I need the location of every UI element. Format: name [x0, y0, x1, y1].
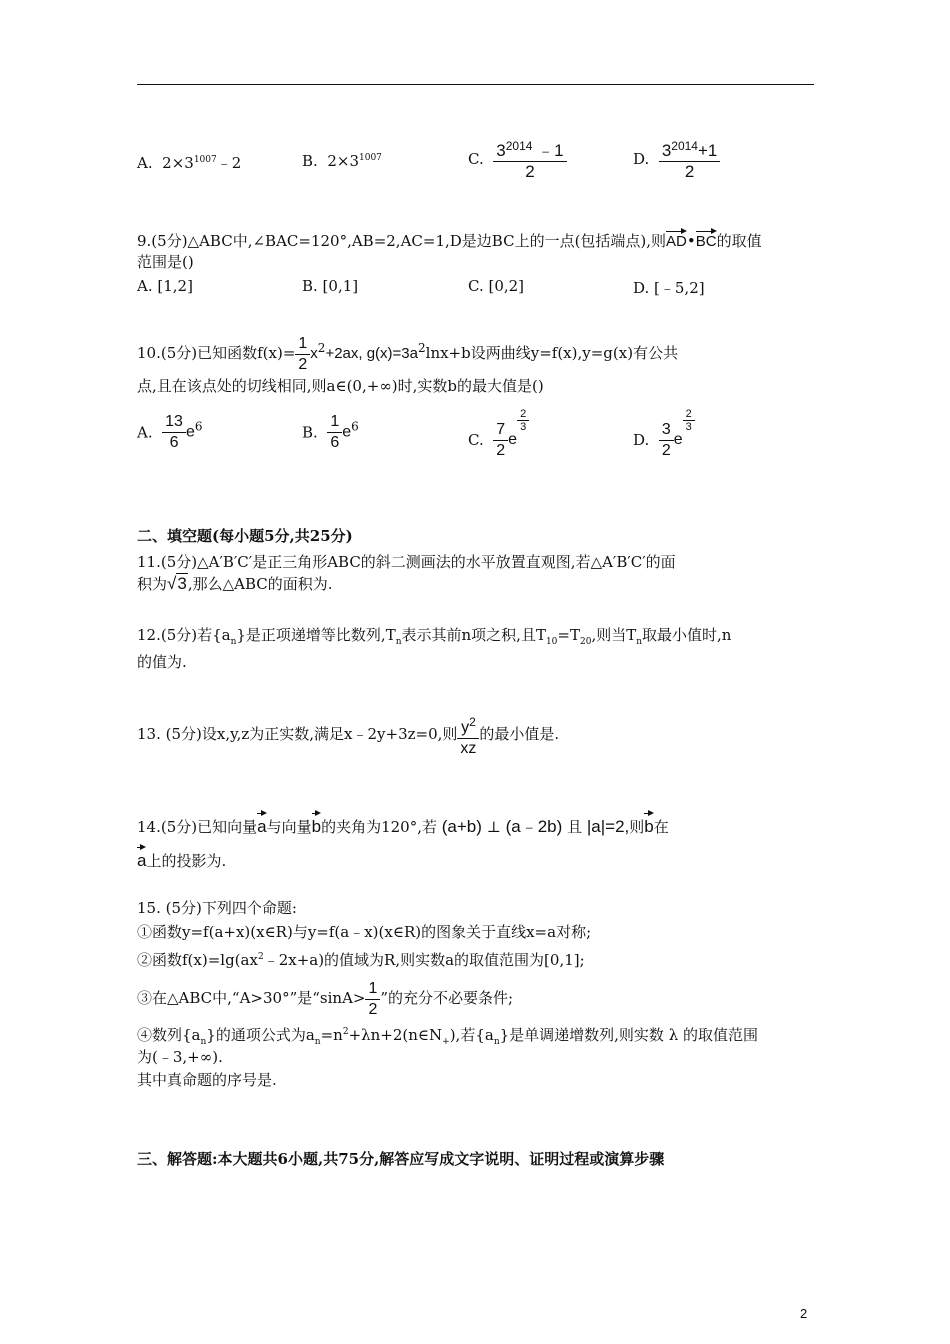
- q13-stem: 13. (5分)设x,y,z为正实数,满足x﹣2y+3z=0,则 $\frac{y^2}{xz}$ 的最小值是.: [137, 706, 559, 762]
- q14-stem-line2: a上的投影为.: [137, 842, 226, 874]
- q8-option-b: B. $2\times 3^{1007}$: [302, 152, 382, 170]
- q11-stem: 11.(5分)△A′B′C′是正三角形ABC的斜二测画法的水平放置直观图,若△A′B′C′的面: [137, 553, 676, 571]
- q10-stem-line2: 点,且在该点处的切线相同,则a∈(0,+∞)时,实数b的最大值是(): [137, 377, 544, 395]
- q10-option-b: B. $\frac{1}{6}$ $e^6$: [302, 413, 359, 451]
- q15-stem: 15. (5分)下列四个命题:: [137, 899, 297, 917]
- q15-item-1: ①函数y=f(a+x)(x∈R)与y=f(a﹣x)(x∈R)的图象关于直线x=a对称;: [137, 923, 592, 941]
- q9-option-d: D. [﹣5,2]: [633, 279, 705, 297]
- q15-final-prompt: 其中真命题的序号是.: [137, 1071, 277, 1089]
- q14-stem: 14.(5分)已知向量a与向量b的夹角为120°,若 (a+b) ⊥ (a﹣2b) 且 |a|=2,则b在: [137, 808, 669, 840]
- q15-item-4-line2: 为(﹣3,+∞).: [137, 1048, 223, 1066]
- q12-stem: 12.(5分)若$\{a_n\}$是正项递增等比数列$,T_n$表示其前n项之积,且$T_{10}=T_{20}$,则当$T_n$取最小值时,n: [137, 626, 732, 647]
- q8-option-a: A. $2\times 3^{1007}﹣2$: [137, 154, 242, 172]
- q9-stem-line2: 范围是(): [137, 253, 194, 271]
- page-number: 2: [800, 1306, 808, 1321]
- q8-option-c: C. $\frac{3^{2014} ﹣1}{2}$: [468, 136, 567, 182]
- q15-item-3: ③在△ABC中,“A>30°”是“sinA> $\frac{1}{2}$ ”的充分不必要条件;: [137, 979, 514, 1018]
- q15-item-4: ④数列$\{a_n\}$的通项公式为$a_n=n^2+\lambda n+2(n\in N_+)$,若$\{a_n\}$是单调递增数列,则实数 λ 的取值范围: [137, 1026, 758, 1047]
- q10-option-d: D. $\frac{3}{2}$ e $\frac{2}{3}$: [633, 408, 695, 461]
- section-2-title: 二、填空题(每小题5分,共25分): [137, 527, 353, 545]
- header-rule: [137, 84, 814, 85]
- q10-option-c: C. $\frac{7}{2}$ e $\frac{2}{3}$: [468, 408, 529, 461]
- q15-item-2: ②函数$f(x)=\lg(ax^2﹣2x+a)$的值域为R,则实数a的取值范围为[0,1];: [137, 951, 585, 969]
- section-3-title: 三、解答题:本大题共6小题,共75分,解答应写成文字说明、证明过程或演算步骤: [137, 1150, 665, 1168]
- q12-stem-line2: 的值为.: [137, 653, 187, 671]
- q10-option-a: A. $\frac{13}{6}$ $e^6$: [137, 413, 203, 451]
- q11-stem-line2: 积为√3,那么△ABC的面积为.: [137, 574, 333, 593]
- q8-option-d: D. $\frac{3^{2014}+1}{2}$: [633, 136, 720, 182]
- q9-option-a: A. [1,2]: [137, 277, 193, 295]
- q10-stem: 10.(5分)已知函数f(x)= $\frac{1}{2}$ $x^2+2ax$, $g(x)=3a^2\ln x+b$设两曲线y=f(x),y=g(x)有公共: [137, 334, 679, 373]
- q9-option-c: C. [0,2]: [468, 277, 525, 295]
- q9-stem: 9.(5分)△ABC中,∠BAC=120°,AB=2,AC=1,D是边BC上的一点(包括端点),则AD•BC的取值: [137, 226, 762, 252]
- q9-option-b: B. [0,1]: [302, 277, 359, 295]
